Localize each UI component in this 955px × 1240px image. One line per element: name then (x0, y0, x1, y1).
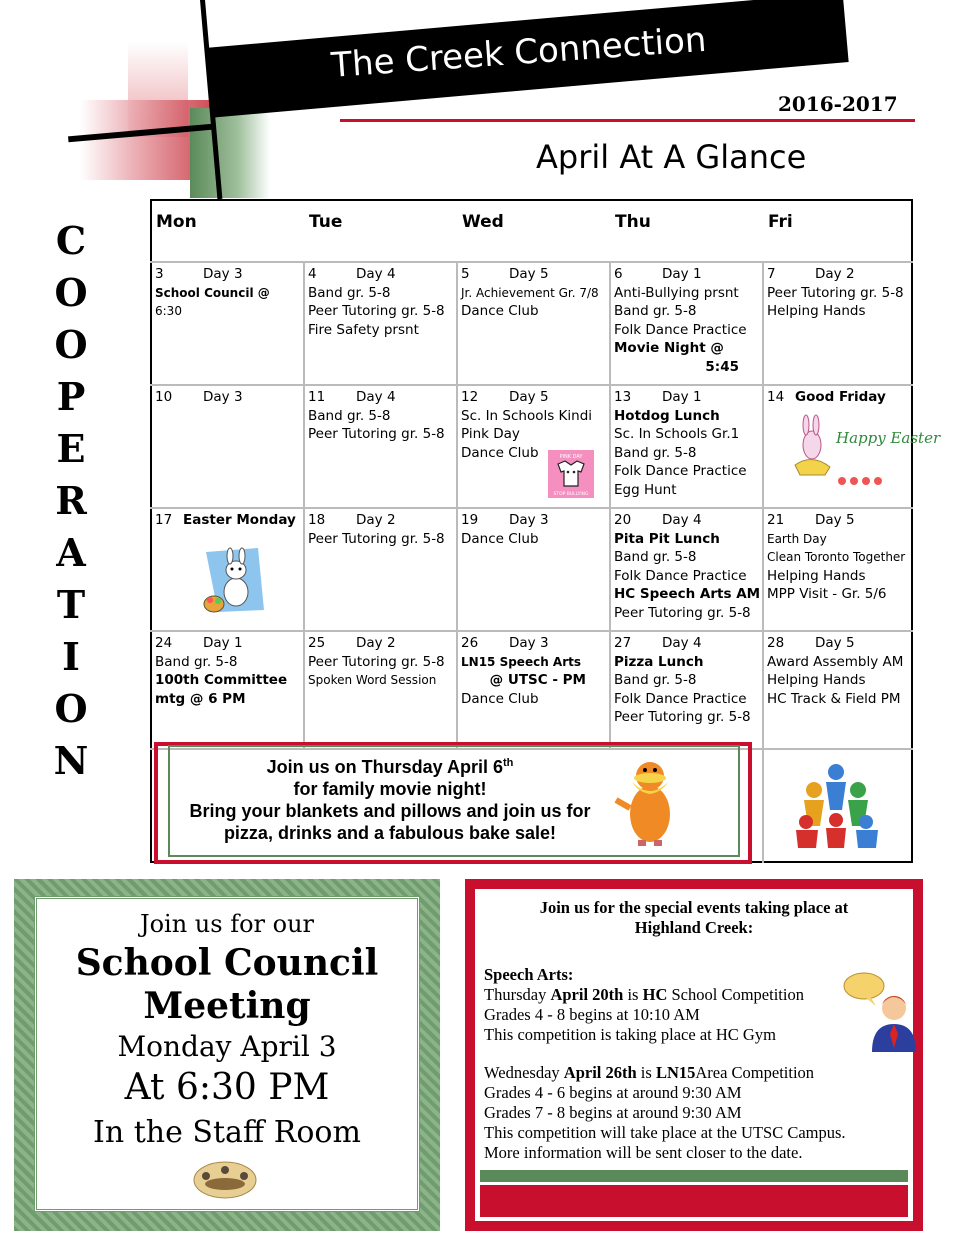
decor-red-line (340, 119, 915, 122)
day-label: Day 2 (815, 266, 855, 282)
day-label: Day 4 (356, 266, 396, 282)
movie-line-1-sup: th (502, 757, 514, 769)
p4-ln15: LN15 (655, 1063, 696, 1082)
calendar-day-cell (767, 634, 910, 708)
event-item: Helping Hands (767, 567, 866, 584)
event-item: Peer Tutoring gr. 5-8 (614, 604, 751, 621)
speech-arts-heading: Speech Arts: (484, 965, 574, 984)
event-item: School Council @ (155, 285, 270, 300)
day-label: Day 5 (509, 266, 549, 282)
ln15-grades-4-6: Grades 4 - 6 begins at around 9:30 AM (484, 1083, 742, 1102)
ln15-grades-7-8: Grades 7 - 8 begins at around 9:30 AM (484, 1103, 742, 1122)
day-label: Day 5 (815, 635, 855, 651)
day-label: Easter Monday (183, 512, 296, 528)
weekday-header: Wed (462, 212, 504, 232)
special-green-bar (480, 1170, 908, 1182)
calendar-row-line (150, 507, 913, 509)
calendar-day-cell (155, 634, 300, 708)
side-word-letter: O (54, 686, 88, 731)
event-item: Folk Dance Practice (614, 321, 747, 338)
event-item: Band gr. 5-8 (614, 549, 697, 565)
council-location: In the Staff Room (93, 1115, 361, 1150)
pink-day-icon (548, 450, 594, 498)
event-item: Dance Club (461, 303, 539, 319)
day-label: Day 5 (509, 389, 549, 405)
weekday-header: Tue (309, 212, 343, 232)
p1-date: April 20th (550, 985, 624, 1004)
day-number: 11 (308, 389, 326, 405)
day-number: 7 (767, 266, 776, 282)
day-number: 21 (767, 512, 785, 528)
calendar-row-line (150, 261, 913, 263)
event-item: Band gr. 5-8 (614, 444, 697, 461)
page-subtitle: April At A Glance (536, 138, 807, 176)
day-number: 25 (308, 635, 326, 651)
council-date: Monday April 3 (117, 1030, 337, 1063)
school-year: 2016-2017 (778, 92, 898, 116)
day-label: Day 3 (203, 266, 243, 282)
event-item: Award Assembly AM (767, 653, 904, 670)
calendar-column-line (762, 748, 764, 863)
side-word-letter: I (62, 634, 80, 679)
day-number: 3 (155, 266, 164, 282)
hc-competition-line (484, 985, 904, 1005)
event-item: 6:30 (155, 304, 182, 318)
p1-hc: HC (642, 985, 668, 1004)
event-item: Clean Toronto Together (767, 550, 906, 564)
speaker-icon (842, 968, 922, 1054)
side-word-letter: R (55, 478, 87, 523)
event-item: Peer Tutoring gr. 5-8 (308, 303, 445, 319)
calendar-day-cell (614, 265, 759, 376)
event-item: Band gr. 5-8 (308, 407, 391, 424)
p1-part-a: Thursday (484, 985, 551, 1004)
event-item: Sc. In Schools Kindi (461, 407, 593, 424)
calendar-day-cell (461, 265, 606, 321)
day-number: 5 (461, 266, 470, 282)
easter-bunny-icon (198, 548, 266, 618)
day-number: 6 (614, 266, 623, 282)
calendar-day-cell (767, 388, 910, 407)
side-word-letter: O (54, 322, 88, 367)
calendar-column-line (609, 261, 611, 748)
event-item: Pink Day (461, 426, 520, 442)
pink-day-sublabel: STOP BULLYING (553, 492, 589, 497)
hc-location-line: This competition is taking place at HC Gym (484, 1025, 776, 1044)
event-item: 5:45 (705, 358, 739, 375)
day-label: Day 1 (203, 635, 243, 651)
day-label: Day 3 (509, 635, 549, 651)
special-red-bar (480, 1185, 908, 1217)
event-item: Folk Dance Practice (614, 690, 747, 707)
day-label: Good Friday (795, 389, 886, 405)
calendar-day-cell (308, 634, 453, 690)
calendar-day-cell (461, 511, 606, 548)
weekday-header: Thu (615, 212, 651, 232)
event-item: Helping Hands (767, 672, 866, 688)
movie-line-4: pizza, drinks and a fabulous bake sale! (223, 823, 557, 843)
event-item: Dance Club (461, 530, 539, 547)
weekday-header: Mon (156, 212, 197, 232)
event-item: Peer Tutoring gr. 5-8 (767, 284, 904, 301)
pink-day-label: PINK DAY (559, 454, 583, 460)
calendar-day-cell (614, 634, 759, 727)
ln15-competition-line (484, 1063, 904, 1083)
day-label: Day 2 (356, 635, 396, 651)
calendar-day-cell (308, 265, 453, 339)
p4-date: April 26th (563, 1063, 637, 1082)
event-item: Movie Night @ (614, 340, 724, 356)
day-number: 13 (614, 389, 632, 405)
event-item: Egg Hunt (614, 481, 677, 498)
calendar-day-cell (308, 511, 453, 548)
day-number: 27 (614, 635, 632, 651)
movie-line-1: Join us on Thursday April 6 (266, 757, 503, 777)
event-item: MPP Visit - Gr. 5/6 (767, 586, 887, 602)
event-item: Peer Tutoring gr. 5-8 (308, 426, 445, 442)
happy-easter-text-1: Happy Easter (836, 429, 941, 447)
meeting-table-icon (192, 1156, 258, 1200)
calendar-day-cell (614, 511, 759, 622)
movie-night-text (170, 752, 610, 844)
side-word-letter: E (56, 426, 86, 471)
day-number: 17 (155, 512, 173, 528)
day-label: Day 3 (509, 512, 549, 528)
event-item: Folk Dance Practice (614, 463, 747, 479)
event-item: mtg @ 6 PM (155, 690, 246, 707)
day-number: 19 (461, 512, 479, 528)
day-number: 18 (308, 512, 326, 528)
day-label: Day 4 (356, 389, 396, 405)
council-heading-2: Meeting (143, 985, 311, 1027)
event-item: Peer Tutoring gr. 5-8 (614, 709, 751, 725)
event-item: HC Track & Field PM (767, 690, 901, 707)
teamwork-figures-icon (790, 760, 882, 852)
day-number: 12 (461, 389, 479, 405)
event-item: Band gr. 5-8 (308, 284, 391, 301)
side-word-cooperation (52, 215, 90, 787)
special-intro-1: Join us for the special events taking place at (539, 898, 849, 917)
day-label: Day 1 (662, 266, 702, 282)
event-item: Jr. Achievement Gr. 7/8 (461, 285, 599, 300)
p4-part-c: is (636, 1063, 656, 1082)
p1-part-e: School Competition (667, 985, 804, 1004)
event-item: @ UTSC - PM (489, 672, 586, 688)
day-label: Day 5 (815, 512, 855, 528)
special-intro-2: Highland Creek: (634, 918, 754, 937)
council-intro: Join us for our (139, 910, 315, 938)
calendar-day-cell (614, 388, 759, 499)
more-info-line: More information will be sent closer to the date. (484, 1143, 803, 1162)
special-events-text (484, 898, 904, 1163)
calendar-column-line (303, 261, 305, 748)
event-item: Dance Club (461, 444, 539, 461)
event-item: Pita Pit Lunch (614, 530, 720, 547)
ln15-location: This competition will take place at the UTSC Campus. (484, 1123, 846, 1142)
day-number: 14 (767, 389, 785, 405)
day-number: 4 (308, 266, 317, 282)
calendar-day-cell (461, 634, 606, 708)
day-label: Day 4 (662, 635, 702, 651)
event-item: Earth Day (767, 531, 827, 546)
event-item: Fire Safety prsnt (308, 321, 419, 338)
weekday-header: Fri (768, 212, 793, 232)
side-word-letter: T (56, 582, 86, 627)
day-label: Day 3 (203, 389, 243, 405)
event-item: Dance Club (461, 690, 539, 707)
event-item: Peer Tutoring gr. 5-8 (308, 530, 445, 547)
side-word-letter: C (55, 218, 87, 263)
calendar-row-line (150, 630, 913, 632)
p1-part-c: is (623, 985, 643, 1004)
day-label: Day 4 (662, 512, 702, 528)
calendar-day-cell (155, 265, 300, 321)
event-item: Band gr. 5-8 (614, 303, 697, 319)
calendar-day-cell (155, 388, 300, 407)
event-item: Band gr. 5-8 (614, 672, 697, 688)
day-number: 20 (614, 512, 632, 528)
side-word-letter: A (56, 530, 86, 575)
calendar-column-line (762, 261, 764, 748)
hc-grades-line: Grades 4 - 8 begins at 10:10 AM (484, 1005, 700, 1024)
side-word-letter: N (53, 738, 89, 783)
p4-part-a: Wednesday (484, 1063, 564, 1082)
decor-green-block (190, 108, 270, 198)
event-item: LN15 Speech Arts (461, 654, 581, 669)
calendar-column-line (456, 261, 458, 748)
day-number: 10 (155, 389, 173, 405)
calendar-day-cell (155, 511, 300, 530)
calendar-day-cell (767, 511, 910, 604)
event-item: Helping Hands (767, 303, 866, 319)
event-item: Hotdog Lunch (614, 407, 720, 424)
day-label: Day 2 (356, 512, 396, 528)
day-label: Day 1 (662, 389, 702, 405)
movie-line-2: for family movie night! (293, 779, 487, 799)
event-item: HC Speech Arts AM (614, 586, 761, 602)
council-heading-1: School Council (75, 942, 379, 984)
event-item: Folk Dance Practice (614, 567, 747, 584)
movie-line-3: Bring your blankets and pillows and join us for (189, 801, 591, 821)
calendar-day-cell (308, 388, 453, 444)
p4-part-e: Area Competition (695, 1063, 815, 1082)
day-number: 24 (155, 635, 173, 651)
calendar-row-line (150, 384, 913, 386)
side-word-letter: P (56, 374, 86, 419)
day-number: 28 (767, 635, 785, 651)
happy-easter-icon (790, 415, 941, 490)
event-item: Sc. In Schools Gr.1 (614, 426, 740, 442)
side-word-letter: O (54, 270, 88, 315)
calendar-day-cell (767, 265, 910, 321)
event-item: Peer Tutoring gr. 5-8 (308, 653, 445, 670)
event-item: Spoken Word Session (308, 673, 437, 687)
day-number: 26 (461, 635, 479, 651)
event-item: 100th Committee (155, 672, 288, 688)
council-time: At 6:30 PM (124, 1067, 330, 1108)
event-item: Band gr. 5-8 (155, 653, 238, 670)
event-item: Anti-Bullying prsnt (614, 284, 739, 301)
newsletter-title: The Creek Connection (330, 19, 708, 86)
event-item: Pizza Lunch (614, 653, 704, 670)
